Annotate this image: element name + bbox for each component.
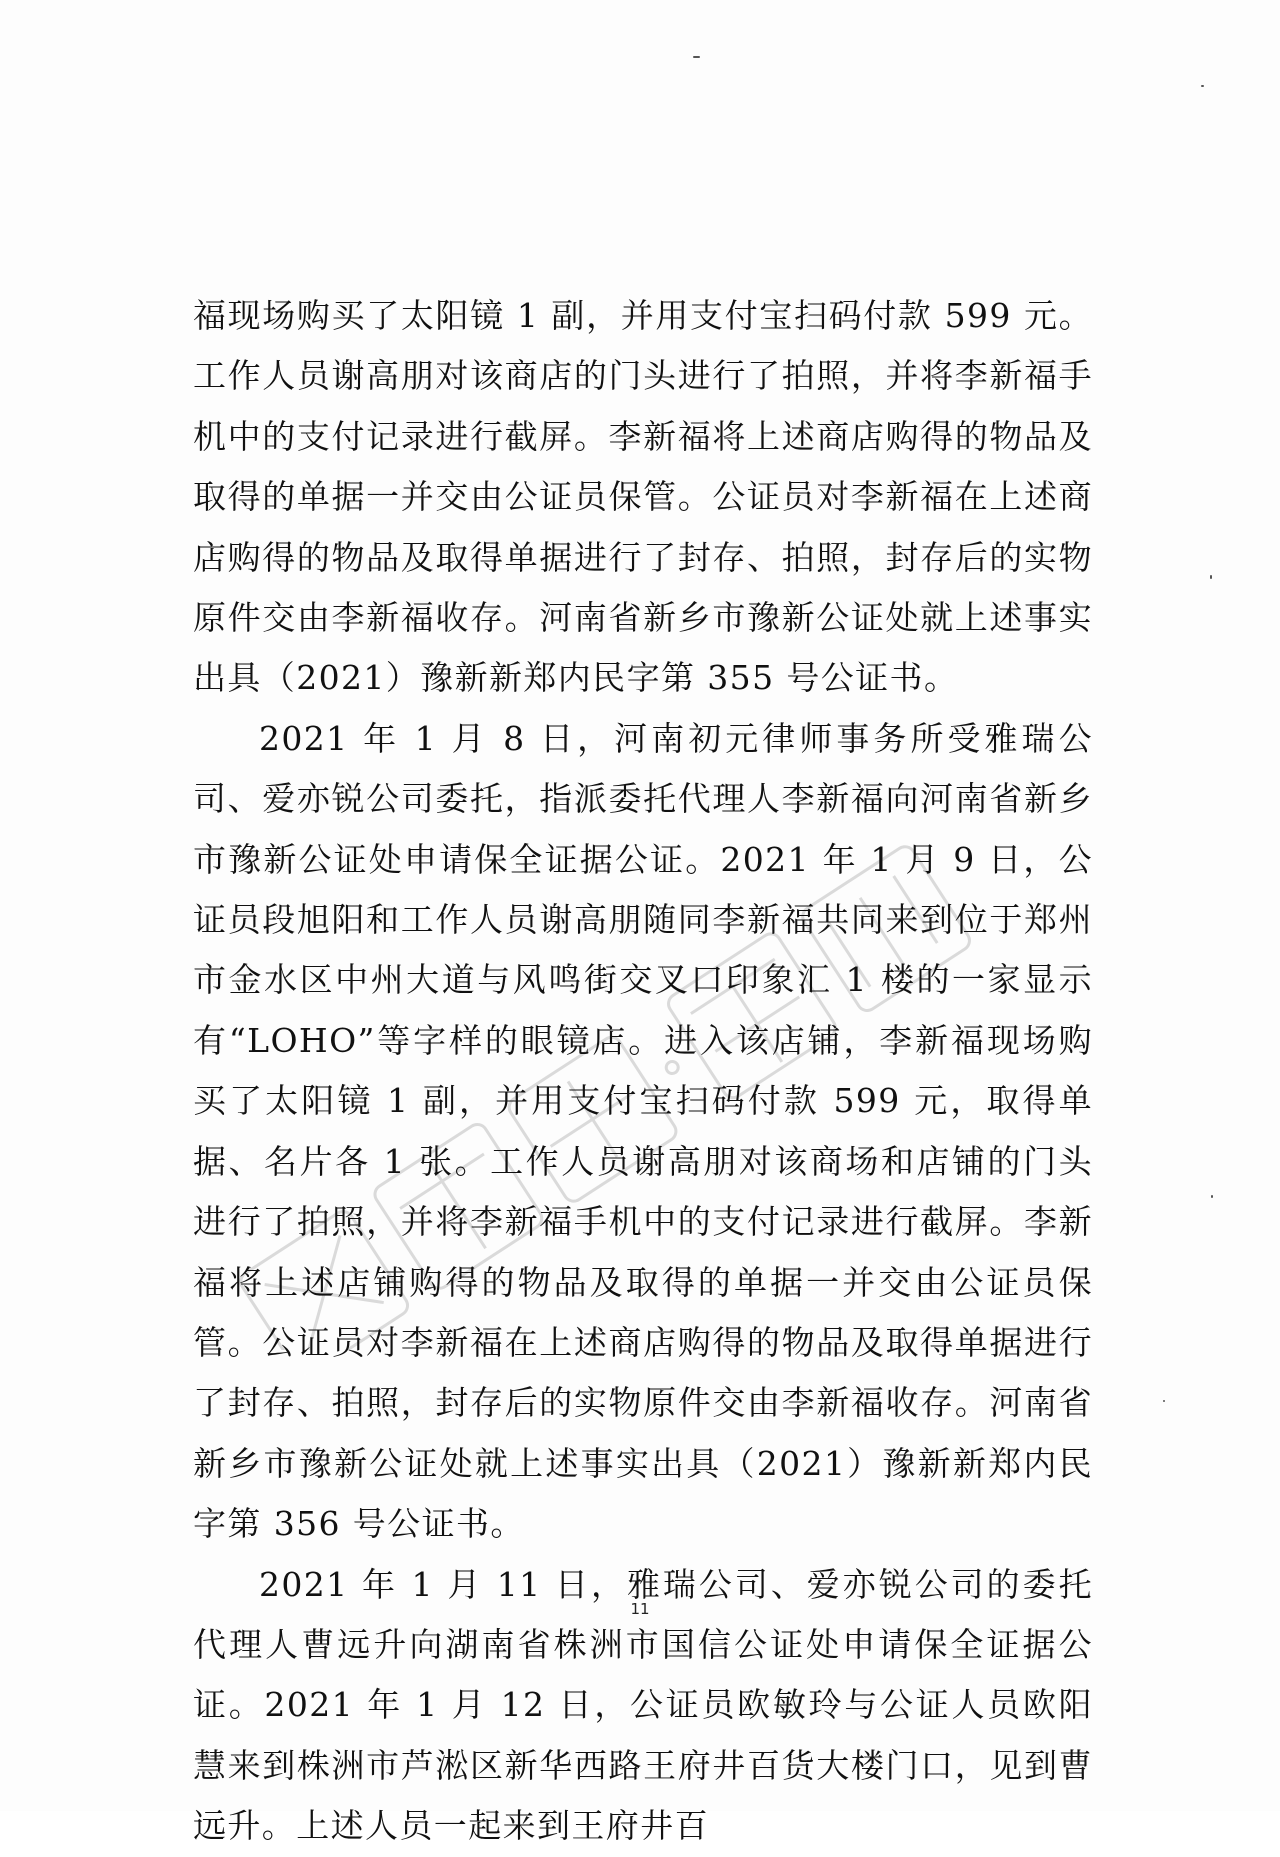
page-number: 11 xyxy=(630,1600,650,1618)
paragraph: 福现场购买了太阳镜 1 副，并用支付宝扫码付款 599 元。工作人员谢高朋对该商店的门头进行了拍照，并将李新福手机中的支付记录进行截屏。李新福将上述商店购得的物品及取得的单据一并交由公证员保管。公证员对李新福在上述商店购得的物品及取得单据进行了封存、拍照，封存后的实物原件交由李新福收存。河南省新乡市豫新公证处就上述事实出具（2021）豫新新郑内民字第 355 号公证书。 xyxy=(193,296,1093,698)
body-text xyxy=(193,286,1093,1857)
scan-speck xyxy=(1210,575,1212,579)
paragraph: 2021 年 1 月 8 日，河南初元律师事务所受雅瑞公司、爱亦锐公司委托，指派委托代理人李新福向河南省新乡市豫新公证处申请保全证据公证。2021 年 1 月 9 日，公证员段旭阳和工作人员谢高朋随同李新福共同来到位于郑州市金水区中州大道与风鸣街交叉口印象汇 1 楼的一家显示有“LOHO”等字样的眼镜店。进入该店铺，李新福现场购买了太阳镜 1 副，并用支付宝扫码付款 599 元，取得单据、名片各 1 张。工作人员谢高朋对该商场和店铺的门头进行了拍照，并将李新福手机中的支付记录进行截屏。李新福将上述店铺购得的物品及取得的单据一并交由公证员保管。公证员对李新福在上述商店购得的物品及取得单据进行了封存、拍照，封存后的实物原件交由李新福收存。河南省新乡市豫新公证处就上述事实出具（2021）豫新新郑内民字第 356 号公证书。 xyxy=(193,718,1093,1544)
scan-speck xyxy=(1163,1400,1165,1402)
scan-speck xyxy=(1211,1195,1213,1198)
scan-speck xyxy=(1201,85,1204,87)
paragraph: 2021 年 1 月 11 日，雅瑞公司、爱亦锐公司的委托代理人曹远升向湖南省株洲市国信公证处申请保全证据公证。2021 年 1 月 12 日，公证员欧敏玲与公证人员欧阳慧来到株洲市芦淞区新华西路王府井百货大楼门口，见到曹远升。上述人员一起来到王府井百 xyxy=(193,1564,1093,1846)
scan-speck xyxy=(693,56,700,58)
